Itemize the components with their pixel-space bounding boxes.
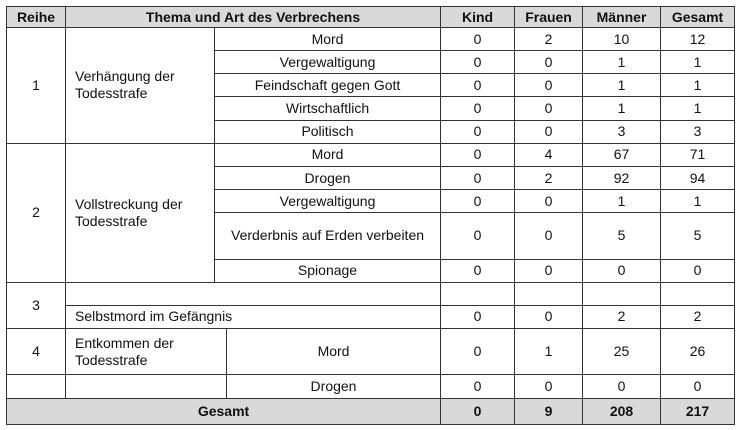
kind-value: 0 [441,259,515,282]
header-maenner: Männer [583,7,661,28]
table-row [7,375,735,398]
maenner-value: 1 [583,190,661,213]
maenner-value: 1 [583,97,661,120]
table-row [7,305,735,328]
crime-type: Wirtschaftlich [215,97,441,120]
gesamt-value: 2 [661,305,735,328]
crime-type: Politisch [215,120,441,143]
gesamt-value: 5 [661,213,735,259]
kind-value: 0 [441,166,515,189]
maenner-value: 0 [583,375,661,398]
frauen-value: 0 [515,259,583,282]
total-maenner: 208 [583,398,661,424]
frauen-value: 0 [515,97,583,120]
crime-type: Drogen [227,375,441,398]
gesamt-value: 26 [661,329,735,375]
maenner-value: 92 [583,166,661,189]
frauen-value: 0 [515,375,583,398]
group-label: Selbstmord im Gefängnis [66,305,441,328]
header-frauen: Frauen [515,7,583,28]
statistics-table [6,6,735,425]
crime-type: Spionage [215,259,441,282]
table-row [7,28,735,51]
gesamt-value: 1 [661,97,735,120]
kind-value: 0 [441,143,515,166]
gesamt-value: 0 [661,375,735,398]
group-label: Entkommen der Todesstrafe [66,329,227,375]
frauen-value: 0 [515,305,583,328]
row-number: 4 [7,329,66,375]
maenner-value: 2 [583,305,661,328]
table-row [7,143,735,166]
frauen-value: 0 [515,190,583,213]
empty-cell [66,282,441,305]
row-number: 3 [7,282,66,328]
maenner-value: 0 [583,259,661,282]
frauen-value: 2 [515,166,583,189]
kind-value: 0 [441,51,515,74]
kind-value: 0 [441,74,515,97]
maenner-value: 10 [583,28,661,51]
row-number: 1 [7,28,66,144]
gesamt-value: 0 [661,259,735,282]
row-number: 2 [7,143,66,282]
gesamt-value: 71 [661,143,735,166]
kind-value: 0 [441,213,515,259]
table-row [7,282,735,305]
total-label: Gesamt [7,398,441,424]
kind-value: 0 [441,329,515,375]
crime-type: Mord [215,28,441,51]
kind-value: 0 [441,375,515,398]
empty-cell [441,282,515,305]
gesamt-value: 3 [661,120,735,143]
frauen-value: 1 [515,329,583,375]
gesamt-value: 12 [661,28,735,51]
gesamt-value: 1 [661,190,735,213]
crime-type: Verderbnis auf Erden verbeiten [215,213,441,259]
kind-value: 0 [441,190,515,213]
total-kind: 0 [441,398,515,424]
crime-type: Feindschaft gegen Gott [215,74,441,97]
gesamt-value: 1 [661,74,735,97]
frauen-value: 0 [515,74,583,97]
frauen-value: 4 [515,143,583,166]
header-gesamt: Gesamt [661,7,735,28]
empty-cell [661,282,735,305]
header-reihe: Reihe [7,7,66,28]
total-row [7,398,735,424]
empty-cell [66,375,227,398]
kind-value: 0 [441,120,515,143]
frauen-value: 0 [515,51,583,74]
empty-cell [7,375,66,398]
kind-value: 0 [441,305,515,328]
total-gesamt: 217 [661,398,735,424]
maenner-value: 25 [583,329,661,375]
frauen-value: 0 [515,213,583,259]
kind-value: 0 [441,28,515,51]
table-row [7,329,735,375]
maenner-value: 1 [583,51,661,74]
kind-value: 0 [441,97,515,120]
frauen-value: 0 [515,120,583,143]
empty-cell [583,282,661,305]
crime-type: Mord [227,329,441,375]
header-thema: Thema und Art des Verbrechens [66,7,441,28]
header-row [7,7,735,28]
group-label: Verhängung der Todesstrafe [66,28,215,144]
group-label: Vollstreckung der Todesstrafe [66,143,215,282]
crime-type: Drogen [215,166,441,189]
gesamt-value: 1 [661,51,735,74]
crime-type: Mord [215,143,441,166]
maenner-value: 67 [583,143,661,166]
gesamt-value: 94 [661,166,735,189]
total-frauen: 9 [515,398,583,424]
maenner-value: 3 [583,120,661,143]
crime-type: Vergewaltigung [215,190,441,213]
frauen-value: 2 [515,28,583,51]
maenner-value: 5 [583,213,661,259]
maenner-value: 1 [583,74,661,97]
header-kind: Kind [441,7,515,28]
empty-cell [515,282,583,305]
crime-type: Vergewaltigung [215,51,441,74]
